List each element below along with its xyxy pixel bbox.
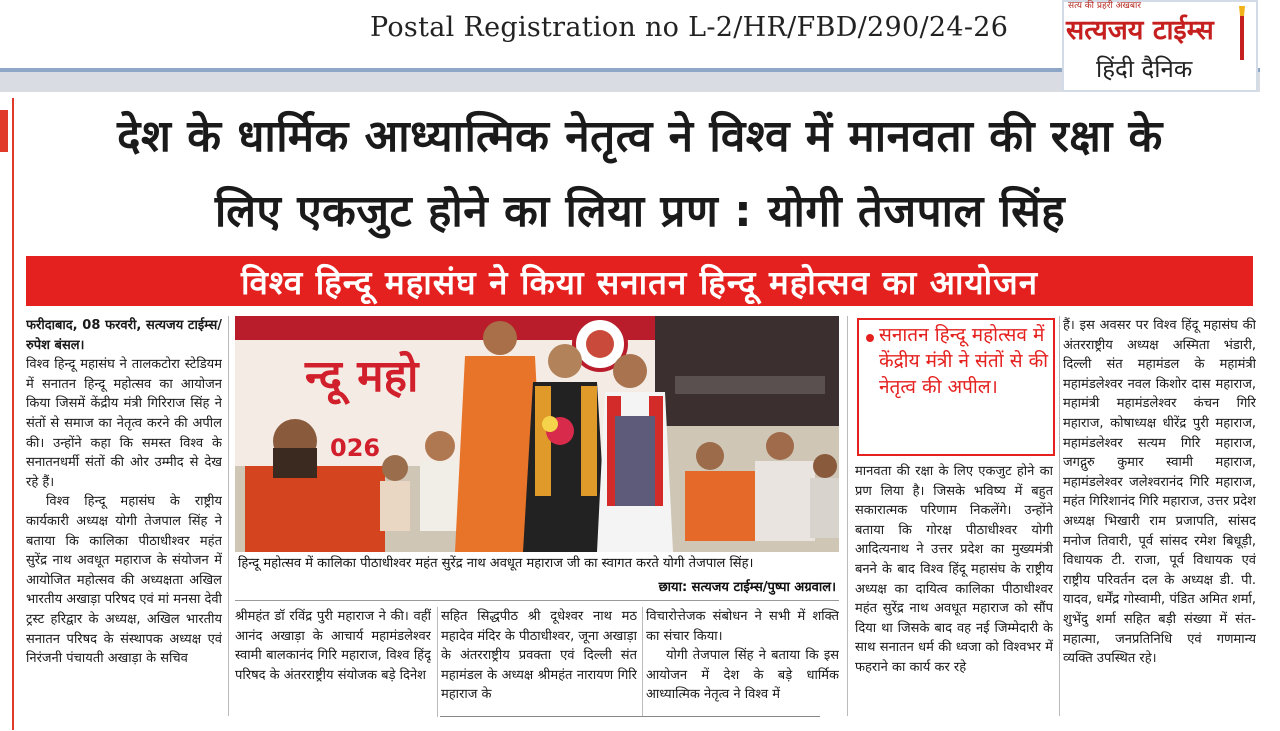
subheadline: विश्व हिन्दू महासंघ ने किया सनातन हिन्दू महोत्सव का आयोजन xyxy=(240,263,1039,302)
logo-name: सत्यजय टाईम्स xyxy=(1066,15,1214,46)
photo-caption: हिन्दू महोत्सव में कालिका पीठाधीश्वर महंत सुरेंद्र नाथ अवधूत महाराज जी का स्वागत करते योगी तेजपाल सिंह। xyxy=(238,556,754,571)
torch-icon xyxy=(1237,6,1247,62)
article-paragraph: श्रीमहंत डॉ रविंद्र पुरी महाराज ने की। वहीं आनंद अखाड़ा के आचार्य महामंडलेश्वर स्वामी बालकानंद गिरि महाराज, विश्व हिंदू परिषद के अंतरराष्ट्रीय संयोजक बड़े दिनेश xyxy=(235,609,431,683)
article-column-6 xyxy=(1063,316,1256,716)
caption-rule xyxy=(235,600,839,601)
logo-subtitle: हिंदी दैनिक xyxy=(1096,55,1193,83)
highlight-text: सनातन हिन्दू महोत्सव में केंद्रीय मंत्री ने संतों से की नेतृत्व की अपील। xyxy=(879,324,1049,398)
headline-line-1: देश के धार्मिक आध्यात्मिक नेतृत्व ने विश्व में मानवता की रक्षा के xyxy=(117,111,1163,162)
article-paragraph: विश्व हिन्दू महासंघ ने तालकटोरा स्टेडियम में सनातन हिन्दू महोत्सव का आयोजन किया जिसमें केंद्रीय मंत्री गिरिराज सिंह ने संतों से समाज का नेतृत्व करने की अपील की। उन्होंने कहा कि समस्त विश्व के सनातनधर्मी संतों की ओर उम्मीद से देख रहे हैं। xyxy=(26,357,222,490)
event-photo xyxy=(235,316,839,552)
postal-registration: Postal Registration no L-2/HR/FBD/290/24-26 xyxy=(370,12,1009,43)
photo-banner-text: न्दू महो xyxy=(305,351,419,402)
article-column-4 xyxy=(646,607,839,717)
column-divider xyxy=(437,607,438,717)
article-paragraph: विश्व हिन्दू महासंघ के राष्ट्रीय कार्यकारी अध्यक्ष योगी तेजपाल सिंह ने बताया कि कालिका पीठाधीश्वर महंत सुरेंद्र नाथ अवधूत महाराज के संयोजन में आयोजित महोत्सव की अध्यक्षता अखिल भारतीय अखाड़ा परिषद एवं मां मनसा देवी ट्रस्ट हरिद्वार के अध्यक्ष, अखिल भारतीय सनातन परिषद के संस्थापक अध्यक्ष एवं निरंजनी पंचायती अखाड़ा के सचिव xyxy=(26,494,222,667)
article-column-1 xyxy=(26,316,222,716)
column-divider xyxy=(642,607,643,717)
article-paragraph: विचारोत्तेजक संबोधन ने सभी में शक्ति का संचार किया। xyxy=(646,609,839,644)
article-column-2 xyxy=(235,607,431,717)
dateline: फरीदाबाद, 08 फरवरी, सत्यजय टाईम्स/रुपेश बंसल। xyxy=(26,318,222,353)
event-photo-illustration xyxy=(235,316,839,552)
article-paragraph: हैं। इस अवसर पर विश्व हिंदू महासंघ की अंतरराष्ट्रीय अध्यक्ष अस्मिता भंडारी, दिल्ली संत महामंडल के महामंत्री महामंडलेश्वर नवल किशोर दास महाराज, महामंत्री महामंडलेश्वर कंचन गिरि महाराज, कोषाध्यक्ष धीरेंद्र पुरी महाराज, महामंडलेश्वर सत्यम गिरि महाराज, जगद्गुरु कुमार स्वामी महाराज, महामंडलेश्वर जलेश्वरानंद गिरि महाराज, महंत गिरिशानंद गिरि महाराज, उत्तर प्रदेश अध्यक्ष भिखारी राम प्रजापति, सांसद मनोज तिवारी, पूर्व सांसद रमेश बिधूड़ी, विधायक टी. राजा, पूर्व विधायक एवं राष्ट्रीय परिवर्तन दल के अध्यक्ष डी. पी. यादव, धर्मेंद्र गोस्वामी, पंडित अमित शर्मा, शुभेंदु शर्मा सहित बड़ी संख्या में संत-महात्मा, जनप्रतिनिधि एवं गणमान्य व्यक्ति उपस्थित रहे। xyxy=(1063,318,1256,667)
column-divider xyxy=(847,316,848,716)
bullet-icon xyxy=(866,334,874,342)
article-column-3 xyxy=(441,607,637,717)
logo-tagline: सत्य की प्रहरी अखबार xyxy=(1068,1,1142,11)
next-article-rule xyxy=(440,716,820,731)
column-divider xyxy=(1059,316,1060,716)
photo-credit: छाया: सत्यजय टाईम्स/पुष्पा अग्रवाल। xyxy=(658,580,836,595)
photo-banner-year: 026 xyxy=(330,434,381,462)
article-paragraph: मानवता की रक्षा के लिए एकजुट होने का प्रण लिया है। जिसके भविष्य में बहुत सकारात्मक परिणाम निकलेंगे। उन्होंने बताया कि गोरक्ष पीठाधीश्वर योगी आदित्यनाथ ने उत्तर प्रदेश का मुख्यमंत्री बनने के बाद विश्व हिंदू महासंघ के राष्ट्रीय अध्यक्ष का दायित्व कालिका पीठाधीश्वर महंत सुरेंद्र नाथ अवधूत महाराज को सौंप दिया था जिसके बाद वह नई जिम्मेदारी के साथ सनातन धर्म की ध्वजा को विश्वभर में फहराने का कार्य कर रहे xyxy=(855,464,1053,675)
article-paragraph: योगी तेजपाल सिंह ने बताया कि इस आयोजन में देश के बड़े धार्मिक आध्यात्मिक नेतृत्व ने विश्व में xyxy=(646,648,839,703)
headline-line-2: लिए एकजुट होने का लिया प्रण : योगी तेजपाल सिंह xyxy=(214,186,1066,237)
column-divider xyxy=(228,316,229,716)
article-paragraph: सहित सिद्धपीठ श्री दूधेश्वर नाथ मठ महादेव मंदिर के पीठाधीश्वर, जूना अखाड़ा के अंतरराष्ट्रीय प्रवक्ता एवं दिल्ली संत महामंडल के अध्यक्ष श्रीमहंत नारायण गिरि महाराज के xyxy=(441,609,637,703)
article-column-5 xyxy=(855,462,1053,716)
